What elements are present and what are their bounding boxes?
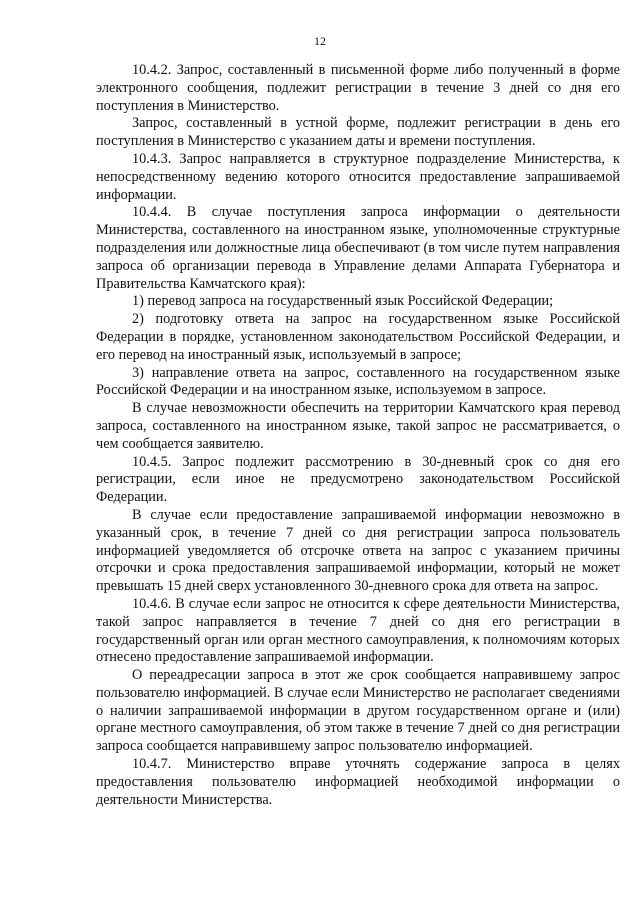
paragraph-redirection: О переадресации запроса в этот же срок сообщается направившему запрос пользователю информацией. В случае если Министерство не располагает сведениями о наличии запрашиваемой информации в другом государственном органе и (или) органе местного самоуправления, об этом также в течение 7 дней со дня регистрации запроса сообщается направившему запрос пользователю информацией. xyxy=(96,667,620,755)
paragraph-10-4-4: 10.4.4. В случае поступления запроса информации о деятельности Министерства, составленного на иностранном языке, уполномоченные структурные подразделения или должностные лица обеспечивают (в том числе путем направления запроса об организации перевода в Управление делами Аппарата Губернатора и Правительства Камчатского края): xyxy=(96,204,620,292)
paragraph-10-4-2: 10.4.2. Запрос, составленный в письменной форме либо полученный в форме электронного сообщения, подлежит регистрации в течение 3 дней со дня его поступления в Министерство. xyxy=(96,62,620,114)
page-number: 12 xyxy=(314,34,326,48)
paragraph-10-4-7: 10.4.7. Министерство вправе уточнять содержание запроса в целях предоставления пользователю информацией необходимой информации о деятельности Министерства. xyxy=(96,756,620,808)
paragraph-item-3: 3) направление ответа на запрос, составленного на государственном языке Российской Федерации и на иностранном языке, используемом в запросе. xyxy=(96,364,620,399)
document-body xyxy=(96,62,620,809)
paragraph-item-1: 1) перевод запроса на государственный язык Российской Федерации; xyxy=(132,293,554,310)
paragraph-10-4-5: 10.4.5. Запрос подлежит рассмотрению в 30-дневный срок со дня его регистрации, если иное не предусмотрено законодательством Российской Федерации. xyxy=(96,453,620,506)
paragraph-10-4-3: 10.4.3. Запрос направляется в структурное подразделение Министерства, к непосредственному ведению которого относится предоставление запрашиваемой информации. xyxy=(96,150,620,203)
paragraph-10-4-6: 10.4.6. В случае если запрос не относится к сфере деятельности Министерства, такой запрос направляется в течение 7 дней со дня его регистрации в государственный орган или орган местного самоуправления, к полномочиям которых отнесено предоставление запрашиваемой информации. xyxy=(96,595,620,666)
paragraph-deferral: В случае если предоставление запрашиваемой информации невозможно в указанный срок, в течение 7 дней со дня регистрации запроса пользователь информацией уведомляется об отсрочке ответа на запрос с указанием причины отсрочки и срока предоставления запрашиваемой информации, который не может превышать 15 дней сверх установленного 30-дневного срока для ответа на запрос. xyxy=(96,506,620,595)
paragraph-item-2: 2) подготовку ответа на запрос на государственном языке Российской Федерации в порядке, установленном законодательством Российской Федерации, и его перевод на иностранный язык, используемый в запросе; xyxy=(96,311,620,363)
paragraph-translation-impossible: В случае невозможности обеспечить на территории Камчатского края перевод запроса, составленного на иностранном языке, такой запрос не рассматривается, о чем сообщается заявителю. xyxy=(96,400,620,452)
paragraph-oral-request: Запрос, составленный в устной форме, подлежит регистрации в день его поступления в Министерство с указанием даты и времени поступления. xyxy=(96,115,620,150)
